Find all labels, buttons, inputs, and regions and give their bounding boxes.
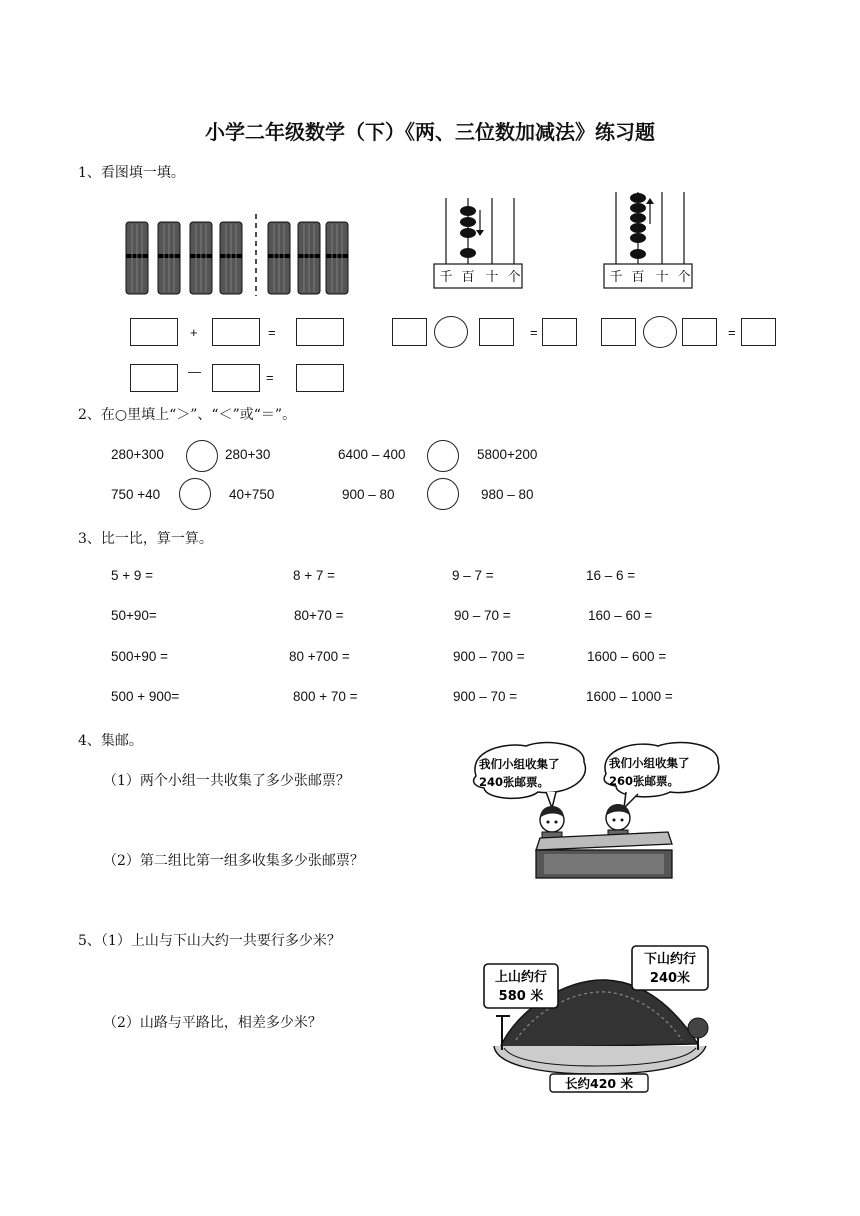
bubble-text: 240张邮票。 — [479, 775, 550, 789]
table — [536, 832, 672, 878]
abacus-label: 个 — [677, 270, 691, 285]
q1-heading: 1、看图填一填。 — [78, 165, 185, 181]
calc-item: 90 – 70 = — [454, 608, 511, 623]
plus-sign: + — [190, 325, 198, 340]
calc-item: 500 + 900= — [111, 689, 180, 704]
abacus-label: 千 — [609, 270, 623, 285]
compare-circle[interactable] — [643, 316, 677, 348]
calc-item: 900 – 700 = — [453, 649, 525, 664]
calc-item: 1600 – 600 = — [587, 649, 667, 664]
downhill-sign-text: 240米 — [649, 971, 691, 986]
calc-item: 500+90 = — [111, 649, 169, 664]
calc-item: 900 – 70 = — [453, 689, 518, 704]
mountain-road-illustration — [476, 940, 726, 1096]
answer-box[interactable] — [542, 318, 577, 346]
answer-box[interactable] — [212, 318, 260, 346]
answer-box[interactable] — [296, 364, 344, 392]
compare-left: 750 +40 — [111, 487, 161, 502]
bubble-text: 260张邮票。 — [609, 774, 680, 788]
abacus-label: 百 — [631, 270, 645, 285]
abacus-label: 十 — [655, 270, 669, 285]
calc-item: 800 + 70 = — [293, 689, 358, 704]
calc-item: 80+70 = — [294, 608, 344, 623]
answer-box[interactable] — [741, 318, 776, 346]
compare-circle[interactable] — [434, 316, 468, 348]
q4-sub2: （2）第二组比第一组多收集多少张邮票？ — [103, 853, 364, 869]
answer-box[interactable] — [392, 318, 427, 346]
equals-sign: = — [268, 325, 276, 340]
answer-box[interactable] — [682, 318, 717, 346]
answer-box[interactable] — [130, 364, 178, 392]
equals-sign: = — [728, 325, 736, 340]
compare-circle[interactable] — [186, 440, 218, 472]
compare-left: 280+300 — [111, 447, 164, 462]
q4-heading: 4、集邮。 — [78, 733, 143, 749]
calc-item: 50+90= — [111, 608, 157, 623]
answer-box[interactable] — [130, 318, 178, 346]
q2-heading: 2、在○里填上“＞”、“＜”或“＝”。 — [78, 407, 297, 423]
flat-road-sign-text: 长约420 米 — [565, 1076, 633, 1091]
downhill-sign-text: 下山约行 — [643, 952, 697, 967]
uphill-sign-text: 580 米 — [498, 989, 544, 1004]
calc-item: 9 – 7 = — [452, 568, 494, 583]
answer-box[interactable] — [479, 318, 514, 346]
abacus-label: 十 — [485, 270, 499, 285]
calc-item: 80 +700 = — [289, 649, 350, 664]
q5-sub2: （2）山路与平路比，相差多少米？ — [103, 1015, 322, 1031]
compare-circle[interactable] — [427, 440, 459, 472]
page-title: 小学二年级数学（下）《两、三位数加减法》练习题 — [205, 120, 655, 144]
calc-item: 5 + 9 = — [111, 568, 154, 583]
q5-sub1: 5、（1）上山与下山大约一共要行多少米？ — [78, 933, 341, 949]
answer-box[interactable] — [212, 364, 260, 392]
abacus-2 — [602, 190, 694, 290]
abacus-label: 千 — [439, 270, 453, 285]
bubble-text: 我们小组收集了 — [609, 756, 690, 770]
q3-heading: 3、比一比，算一算。 — [78, 531, 213, 547]
abacus-label: 百 — [461, 270, 475, 285]
compare-right: 5800+200 — [477, 447, 538, 462]
compare-circle[interactable] — [179, 478, 211, 510]
bubble-text: 我们小组收集了 — [479, 757, 560, 771]
answer-box[interactable] — [601, 318, 636, 346]
compare-left: 900 – 80 — [342, 487, 395, 502]
compare-right: 280+30 — [225, 447, 271, 462]
q4-sub1: （1）两个小组一共收集了多少张邮票？ — [103, 773, 350, 789]
calc-item: 160 – 60 = — [588, 608, 653, 623]
compare-right: 40+750 — [229, 487, 275, 502]
abacus-label: 个 — [507, 270, 521, 285]
compare-right: 980 – 80 — [481, 487, 534, 502]
equals-sign: = — [530, 325, 538, 340]
calc-item: 8 + 7 = — [293, 568, 336, 583]
compare-left: 6400 – 400 — [338, 447, 406, 462]
abacus-1 — [432, 196, 524, 292]
stick-bundles-figure — [120, 212, 360, 296]
uphill-sign-text: 上山约行 — [494, 970, 548, 985]
calc-item: 1600 – 1000 = — [586, 689, 673, 704]
answer-box[interactable] — [296, 318, 344, 346]
compare-circle[interactable] — [427, 478, 459, 510]
minus-sign: — — [188, 364, 201, 379]
calc-item: 16 – 6 = — [586, 568, 636, 583]
stamp-collecting-illustration — [466, 740, 726, 884]
equals-sign: = — [266, 370, 274, 385]
tree — [688, 1018, 708, 1038]
